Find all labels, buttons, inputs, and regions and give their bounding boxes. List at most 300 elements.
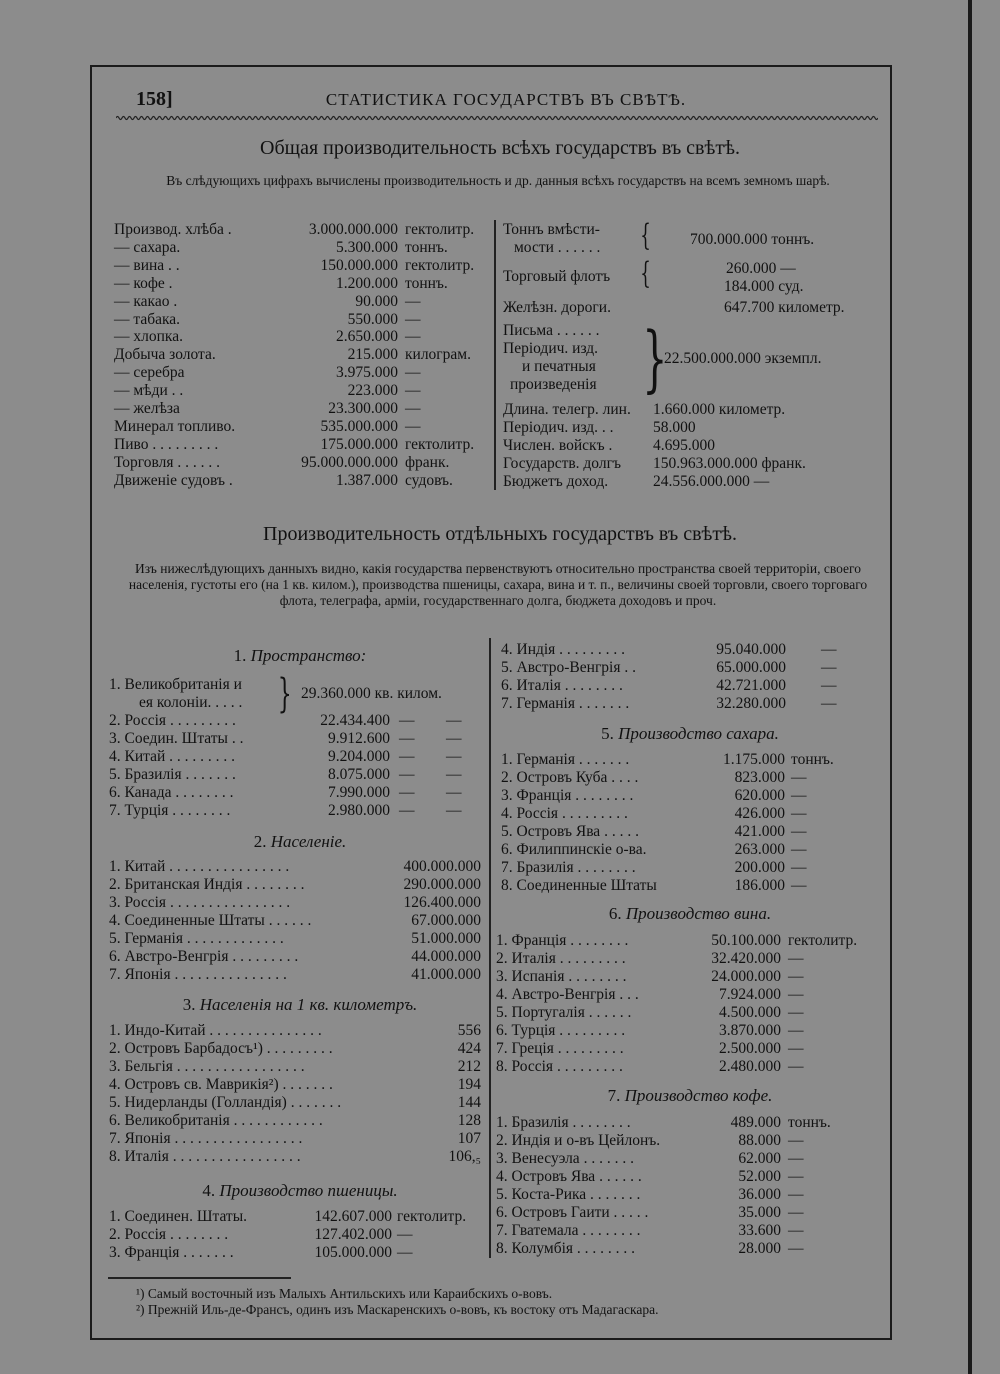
wheat-cell: — xyxy=(397,1226,413,1243)
wheat-cell: 5. Австро-Венгрія . . xyxy=(501,659,636,676)
density-cell: 106,₅ xyxy=(448,1148,481,1165)
section1-intro: Въ слѣдующихъ цифрахъ вычислены производительность и др. данныя всѣхъ государствъ на всемъ земномъ шарѣ. xyxy=(166,173,830,188)
wheat-row xyxy=(501,659,891,677)
area-cell: — xyxy=(399,747,415,765)
density-cell: 556 xyxy=(457,1022,481,1039)
coffee-cell: 4. Островъ Ява . . . . . . xyxy=(496,1168,642,1185)
area-first-label-cont: ея колоніи. . . . . xyxy=(139,694,243,711)
wheat-row xyxy=(501,641,891,659)
coffee-cell: — xyxy=(788,1186,804,1203)
total-row xyxy=(114,257,490,275)
population-cell: 5. Германія . . . . . . . . . . . . . xyxy=(109,930,284,947)
wine-cell: — xyxy=(788,1022,804,1039)
wine-cell: — xyxy=(788,950,804,967)
mail-value: 22.500.000.000 экземпл. xyxy=(664,350,822,367)
density-cell: 7. Японія . . . . . . . . . . . . . . . . . xyxy=(109,1130,303,1147)
total-row xyxy=(114,328,490,346)
area-first-label: 1. Великобританія и xyxy=(109,676,242,693)
total-right-label: Періодич. изд. . . xyxy=(503,419,614,436)
total-unit: судовъ. xyxy=(405,471,453,489)
total-right-row xyxy=(503,401,883,419)
area-cell: — xyxy=(446,747,462,765)
sugar-cell: 4. Россія . . . . . . . . . xyxy=(501,805,628,822)
footnote-1-mark: ¹) xyxy=(136,1286,145,1301)
sugar-cell: 1. Германія . . . . . . . xyxy=(501,751,630,768)
area-cell: 22.434.400 xyxy=(320,712,390,729)
coffee-cell: 28.000 xyxy=(738,1240,781,1257)
wheat-cell: — xyxy=(821,641,837,658)
total-value: 215.000 xyxy=(347,346,398,364)
area-first-value xyxy=(301,685,491,703)
wine-row xyxy=(496,1004,886,1022)
total-label: — сахара. xyxy=(114,238,181,256)
coffee-cell: 35.000 xyxy=(738,1204,781,1221)
population-row xyxy=(109,894,499,912)
coffee-cell: тоннъ. xyxy=(788,1114,831,1131)
wheat-cell: — xyxy=(397,1244,413,1261)
mail-line-2: Періодич. изд. xyxy=(503,340,599,357)
coffee-cell: 7. Гватемала . . . . . . . . xyxy=(496,1222,641,1239)
fleet-value-2: 184.000 суд. xyxy=(724,278,804,295)
sugar-cell: 263.000 xyxy=(734,841,785,858)
wheat-heading xyxy=(110,1181,490,1201)
area-row xyxy=(109,730,499,748)
wheat-row xyxy=(109,1244,499,1262)
sugar-cell: — xyxy=(791,859,807,876)
density-cell: 4. Островъ св. Маврикія²) . . . . . . . xyxy=(109,1076,333,1093)
wine-row xyxy=(496,968,886,986)
total-label: — табака. xyxy=(114,310,181,328)
area-cell: — xyxy=(399,765,415,783)
coffee-cell: 88.000 xyxy=(738,1132,781,1149)
section2-title: Производительность отдѣльныхъ государствъ въ свѣтѣ. xyxy=(263,523,737,545)
sugar-heading xyxy=(500,724,880,744)
sugar-cell: 200.000 xyxy=(734,859,785,876)
wheat-row xyxy=(109,1208,499,1226)
total-row xyxy=(114,293,490,311)
density-cell: 2. Островъ Барбадосъ¹) . . . . . . . . . xyxy=(109,1040,333,1057)
area-cell: 2. Россія . . . . . . . . . xyxy=(109,712,236,729)
fleet-value-1: 260.000 — xyxy=(726,260,796,277)
wine-cell: 7.924.000 xyxy=(719,986,781,1003)
sugar-cell: 6. Филиппинскіе о-ва. xyxy=(501,841,647,858)
total-label: Добыча золота. xyxy=(114,346,216,364)
total-right-row xyxy=(503,455,883,473)
coffee-heading xyxy=(500,1086,880,1106)
total-row xyxy=(114,436,490,454)
wheat-cell: 95.040.000 xyxy=(716,641,786,658)
density-cell: 212 xyxy=(457,1058,481,1075)
mail-line-1: Письма . . . . . . xyxy=(503,322,600,339)
total-row xyxy=(114,454,490,472)
coffee-row xyxy=(496,1168,886,1186)
sugar-heading-number: 5. xyxy=(601,724,614,743)
density-heading xyxy=(110,995,490,1015)
density-row xyxy=(109,1094,499,1112)
sugar-cell: 823.000 xyxy=(734,769,785,786)
area-row xyxy=(109,748,499,766)
wine-cell: — xyxy=(788,986,804,1003)
coffee-cell: 2. Индія и о-въ Цейлонъ. xyxy=(496,1132,661,1149)
footnote-2-text: Прежній Иль-де-Франсъ, одинъ изъ Маскаренскихъ о-вовъ, къ востоку отъ Мадагаскара. xyxy=(147,1302,659,1317)
population-cell: 2. Британская Индія . . . . . . . . xyxy=(109,876,305,893)
footnote-1 xyxy=(136,1286,552,1302)
fleet-label: Торговый флотъ xyxy=(503,268,611,285)
coffee-heading-text: Производство кофе. xyxy=(624,1086,773,1105)
area-row xyxy=(109,712,499,730)
coffee-cell: — xyxy=(788,1240,804,1257)
density-cell: 194 xyxy=(457,1076,481,1093)
population-heading-number: 2. xyxy=(253,832,267,851)
wine-cell: — xyxy=(788,1058,804,1075)
tonnage-label-2: мости . . . . . . xyxy=(514,239,601,256)
sugar-cell: 8. Соединенные Штаты xyxy=(501,877,657,894)
area-cell: — xyxy=(446,765,462,783)
tonnage-value: 700.000.000 тоннъ. xyxy=(690,231,815,248)
wheat-row xyxy=(501,695,891,713)
total-label: — хлопка. xyxy=(114,328,183,346)
population-cell: 3. Россія . . . . . . . . . . . . . . . . xyxy=(109,894,291,911)
sugar-cell: 620.000 xyxy=(734,787,785,804)
density-cell: 144 xyxy=(457,1094,481,1111)
wine-row xyxy=(496,986,886,1004)
coffee-cell: — xyxy=(788,1168,804,1185)
total-unit: — xyxy=(405,328,421,346)
right-brace-icon: } xyxy=(642,316,668,400)
coffee-cell: 36.000 xyxy=(738,1186,781,1203)
wavy-rule xyxy=(116,114,878,122)
total-label: Производ. хлѣба . xyxy=(114,221,232,238)
area-cell: 2.980.000 xyxy=(328,801,390,819)
total-unit: килограм. xyxy=(405,346,471,364)
wheat-cell: 127.402.000 xyxy=(314,1226,392,1243)
total-row xyxy=(114,472,490,490)
wheat-cell: 1. Соединен. Штаты. xyxy=(109,1208,247,1225)
total-label: — кофе . xyxy=(114,274,173,292)
density-cell: 128 xyxy=(457,1112,481,1129)
wheat-cell: 32.280.000 xyxy=(716,695,786,712)
wheat-cell: — xyxy=(821,659,837,676)
wine-cell: 7. Греція . . . . . . . . . xyxy=(496,1040,624,1057)
coffee-row xyxy=(496,1186,886,1204)
total-unit: — xyxy=(405,417,421,435)
area-cell: — xyxy=(399,801,415,819)
wheat-cell: 105.000.000 xyxy=(314,1244,392,1261)
total-label: Движеніе судовъ . xyxy=(114,471,233,489)
footnote-1-text: Самый восточный изъ Малыхъ Антильскихъ или Караибскихъ о-вовъ. xyxy=(147,1286,553,1301)
wine-row xyxy=(496,950,886,968)
total-right-label: Государств. долгъ xyxy=(503,455,621,472)
area-row xyxy=(109,784,499,802)
population-cell: 7. Японія . . . . . . . . . . . . . . . xyxy=(109,966,287,983)
wine-cell: 1. Франція . . . . . . . . xyxy=(496,932,629,949)
coffee-cell: 62.000 xyxy=(738,1150,781,1167)
totals-column-divider xyxy=(494,220,496,490)
sugar-cell: 1.175.000 xyxy=(723,751,785,768)
wine-cell: — xyxy=(788,968,804,985)
total-value: 1.387.000 xyxy=(336,471,398,489)
sugar-row xyxy=(501,859,891,877)
total-unit: — xyxy=(405,310,421,328)
wheat-cell: гектолитр. xyxy=(397,1208,467,1225)
total-value: 550.000 xyxy=(347,310,398,328)
population-cell: 4. Соединенные Штаты . . . . . . xyxy=(109,912,312,929)
wheat-cell: — xyxy=(821,695,837,712)
section1-title: Общая производительность всѣхъ государствъ въ свѣтѣ. xyxy=(260,137,740,159)
total-value: 3.000.000.000 xyxy=(308,221,398,238)
density-cell: 107 xyxy=(457,1130,481,1147)
density-cell: 3. Бельгія . . . . . . . . . . . . . . . . . xyxy=(109,1058,305,1075)
density-cell: 5. Нидерланды (Голландія) . . . . . . . xyxy=(109,1094,342,1111)
total-value: 95.000.000.000 xyxy=(301,453,398,471)
population-cell: 51.000.000 xyxy=(411,930,481,947)
total-value: 2.650.000 xyxy=(336,328,398,346)
mail-line-3: и печатныя xyxy=(522,358,596,375)
density-cell: 8. Италія . . . . . . . . . . . . . . . . . xyxy=(109,1148,301,1165)
wheat-cell: 65.000.000 xyxy=(716,659,786,676)
wheat-cell: 6. Италія . . . . . . . . xyxy=(501,677,623,694)
wine-heading-text: Производство вина. xyxy=(625,904,772,923)
wheat-cell: 4. Индія . . . . . . . . . xyxy=(501,641,626,658)
tonnage-label-1: Тоннъ вмѣсти- xyxy=(503,221,600,238)
total-right-label: Длина. телегр. лин. xyxy=(503,401,631,418)
area-cell: — xyxy=(446,801,462,819)
population-row xyxy=(109,966,499,984)
wheat-cell: — xyxy=(821,677,837,694)
area-heading-number: 1. xyxy=(233,646,247,665)
sugar-cell: 421.000 xyxy=(734,823,785,840)
area-heading xyxy=(110,646,490,666)
wine-cell: 8. Россія . . . . . . . . . xyxy=(496,1058,623,1075)
total-right-value: 1.660.000 километр. xyxy=(653,401,786,418)
sugar-cell: — xyxy=(791,805,807,822)
total-row xyxy=(114,400,490,418)
total-label: Минерал топливо. xyxy=(114,417,236,435)
area-first-value-text: 29.360.000 кв. килом. xyxy=(301,685,442,702)
total-row xyxy=(114,311,490,329)
total-row xyxy=(114,364,490,382)
rail-value: 647.700 километр. xyxy=(724,299,845,316)
density-row xyxy=(109,1022,499,1040)
footnote-rule xyxy=(108,1277,291,1279)
coffee-row xyxy=(496,1222,886,1240)
coffee-row xyxy=(496,1240,886,1258)
sugar-cell: 3. Франція . . . . . . . . xyxy=(501,787,634,804)
total-unit: гектолитр. xyxy=(405,221,475,238)
total-unit: — xyxy=(405,364,421,382)
total-value: 3.975.000 xyxy=(336,364,398,382)
total-right-value: 24.556.000.000 — xyxy=(653,473,770,490)
wine-cell: 2.480.000 xyxy=(719,1058,781,1075)
wheat-cell: 142.607.000 xyxy=(314,1208,392,1225)
density-cell: 424 xyxy=(457,1040,481,1057)
total-label: — серебра xyxy=(114,364,185,382)
coffee-cell: 489.000 xyxy=(730,1114,781,1131)
sugar-cell: 5. Островъ Ява . . . . . xyxy=(501,823,639,840)
wine-cell: 3. Испанія . . . . . . . . xyxy=(496,968,627,985)
wine-cell: 32.420.000 xyxy=(711,950,781,967)
footnote-2 xyxy=(136,1302,659,1318)
area-heading-text: Пространство: xyxy=(250,646,367,665)
density-row xyxy=(109,1058,499,1076)
population-row xyxy=(109,948,499,966)
wine-row xyxy=(496,1040,886,1058)
total-unit: тоннъ. xyxy=(405,274,448,292)
total-right-value: 4.695.000 xyxy=(653,437,715,454)
sugar-row xyxy=(501,877,891,895)
coffee-cell: — xyxy=(788,1150,804,1167)
area-cell: 5. Бразилія . . . . . . . xyxy=(109,765,236,783)
total-value: 1.200.000 xyxy=(336,274,398,292)
total-unit: — xyxy=(405,400,421,417)
page-edge-line xyxy=(968,0,972,1374)
wine-cell: гектолитр. xyxy=(788,932,858,949)
wine-cell: 6. Турція . . . . . . . . . xyxy=(496,1022,626,1039)
coffee-row xyxy=(496,1150,886,1168)
sugar-cell: тоннъ. xyxy=(791,751,834,768)
brace-icon: { xyxy=(640,218,651,253)
running-title: СТАТИСТИКА ГОСУДАРСТВЪ ВЪ СВѢТѢ. xyxy=(325,90,687,109)
area-cell: — xyxy=(399,783,415,801)
area-cell: 4. Китай . . . . . . . . . xyxy=(109,747,236,765)
population-cell: 44.000.000 xyxy=(411,948,481,965)
sugar-cell: — xyxy=(791,787,807,804)
total-row xyxy=(114,382,490,400)
total-unit: — xyxy=(405,292,421,310)
total-row xyxy=(114,275,490,293)
wine-cell: — xyxy=(788,1040,804,1057)
total-right-value: 58.000 xyxy=(653,419,696,436)
wine-cell: 50.100.000 xyxy=(711,932,781,949)
wine-cell: 4.500.000 xyxy=(719,1004,781,1021)
total-right-label: Бюджетъ доход. xyxy=(503,473,609,490)
wine-cell: 2. Италія . . . . . . . . . xyxy=(496,950,626,967)
area-cell: — xyxy=(446,729,462,747)
total-value: 5.300.000 xyxy=(336,238,398,256)
density-row xyxy=(109,1112,499,1130)
coffee-cell: — xyxy=(788,1132,804,1149)
population-heading xyxy=(110,832,490,852)
sugar-cell: — xyxy=(791,877,807,894)
wine-row xyxy=(496,932,886,950)
population-cell: 41.000.000 xyxy=(411,966,481,983)
total-value: 150.000.000 xyxy=(320,256,398,274)
rail-label: Желѣзн. дороги. xyxy=(503,299,611,316)
total-right-row xyxy=(503,473,883,491)
area-cell: 7.990.000 xyxy=(328,783,390,801)
sugar-cell: 186.000 xyxy=(734,877,785,894)
sugar-cell: — xyxy=(791,823,807,840)
wheat-row xyxy=(501,677,891,695)
density-row xyxy=(109,1076,499,1094)
wheat-row xyxy=(109,1226,499,1244)
wine-cell: 4. Австро-Венгрія . . . xyxy=(496,986,639,1003)
total-value: 23.300.000 xyxy=(328,400,398,417)
coffee-row xyxy=(496,1132,886,1150)
wheat-cell: 2. Россія . . . . . . . . xyxy=(109,1226,229,1243)
population-row xyxy=(109,912,499,930)
total-label: — вина . . xyxy=(114,256,180,274)
wine-cell: 24.000.000 xyxy=(711,968,781,985)
wheat-cell: 3. Франція . . . . . . . xyxy=(109,1244,234,1261)
coffee-cell: — xyxy=(788,1204,804,1221)
population-cell: 400.000.000 xyxy=(403,858,481,875)
total-right-row xyxy=(503,419,883,437)
total-right-value: 150.963.000.000 франк. xyxy=(653,455,806,472)
density-cell: 1. Индо-Китай . . . . . . . . . . . . . . . xyxy=(109,1022,322,1039)
total-row xyxy=(114,418,490,436)
mail-line-4: произведенія xyxy=(510,376,597,393)
wine-cell: 5. Португалія . . . . . . xyxy=(496,1004,632,1021)
sugar-cell: — xyxy=(791,841,807,858)
coffee-cell: 33.600 xyxy=(738,1222,781,1239)
sugar-row xyxy=(501,823,891,841)
sugar-row xyxy=(501,805,891,823)
brace-icon: } xyxy=(277,671,292,717)
population-cell: 67.000.000 xyxy=(411,912,481,929)
area-row xyxy=(109,766,499,784)
sugar-row xyxy=(501,787,891,805)
total-label: Торговля . . . . . . xyxy=(114,453,221,471)
sugar-cell: 426.000 xyxy=(734,805,785,822)
area-cell: 9.204.000 xyxy=(328,747,390,765)
total-unit: гектолитр. xyxy=(405,435,475,453)
sugar-heading-text: Производство сахара. xyxy=(618,724,779,743)
total-right-row xyxy=(503,437,883,455)
wine-cell: 2.500.000 xyxy=(719,1040,781,1057)
density-row xyxy=(109,1130,499,1148)
sugar-cell: 2. Островъ Куба . . . . xyxy=(501,769,639,786)
wine-heading-number: 6. xyxy=(608,904,622,923)
area-cell: — xyxy=(399,729,415,747)
density-cell: 6. Великобританія . . . . . . . . . . . . xyxy=(109,1112,323,1129)
coffee-row xyxy=(496,1204,886,1222)
area-cell: — xyxy=(399,712,415,729)
population-cell: 1. Китай . . . . . . . . . . . . . . . . xyxy=(109,858,290,875)
total-value: 90.000 xyxy=(355,292,398,310)
brace-icon: { xyxy=(640,256,651,291)
coffee-cell: 8. Колумбія . . . . . . . . xyxy=(496,1240,636,1257)
population-cell: 6. Австро-Венгрія . . . . . . . . . xyxy=(109,948,299,965)
wine-cell: 3.870.000 xyxy=(719,1022,781,1039)
total-value: 175.000.000 xyxy=(320,435,398,453)
coffee-cell: 3. Венесуэла . . . . . . . xyxy=(496,1150,634,1167)
population-heading-text: Населеніе. xyxy=(270,832,347,851)
coffee-cell: 52.000 xyxy=(738,1168,781,1185)
population-cell: 290.000.000 xyxy=(403,876,481,893)
coffee-cell: — xyxy=(788,1222,804,1239)
total-label: — желѣза xyxy=(114,400,180,417)
sugar-row xyxy=(501,841,891,859)
sugar-row xyxy=(501,751,891,769)
area-row xyxy=(109,802,499,820)
area-cell: — xyxy=(446,783,462,801)
area-cell: 7. Турція . . . . . . . . xyxy=(109,801,231,819)
total-unit: франк. xyxy=(405,453,450,471)
area-cell: 3. Соедин. Штаты . . xyxy=(109,729,244,747)
wine-row xyxy=(496,1058,886,1076)
total-value: 535.000.000 xyxy=(320,417,398,435)
sugar-cell: — xyxy=(791,769,807,786)
total-row xyxy=(114,346,490,364)
coffee-cell: 6. Островъ Гаити . . . . . xyxy=(496,1204,649,1221)
coffee-heading-number: 7. xyxy=(607,1086,621,1105)
population-cell: 126.400.000 xyxy=(403,894,481,911)
density-heading-text: Населенія на 1 кв. километръ. xyxy=(199,995,418,1014)
total-value: 223.000 xyxy=(347,382,398,400)
area-cell: 8.075.000 xyxy=(328,765,390,783)
footnote-2-mark: ²) xyxy=(136,1302,145,1317)
